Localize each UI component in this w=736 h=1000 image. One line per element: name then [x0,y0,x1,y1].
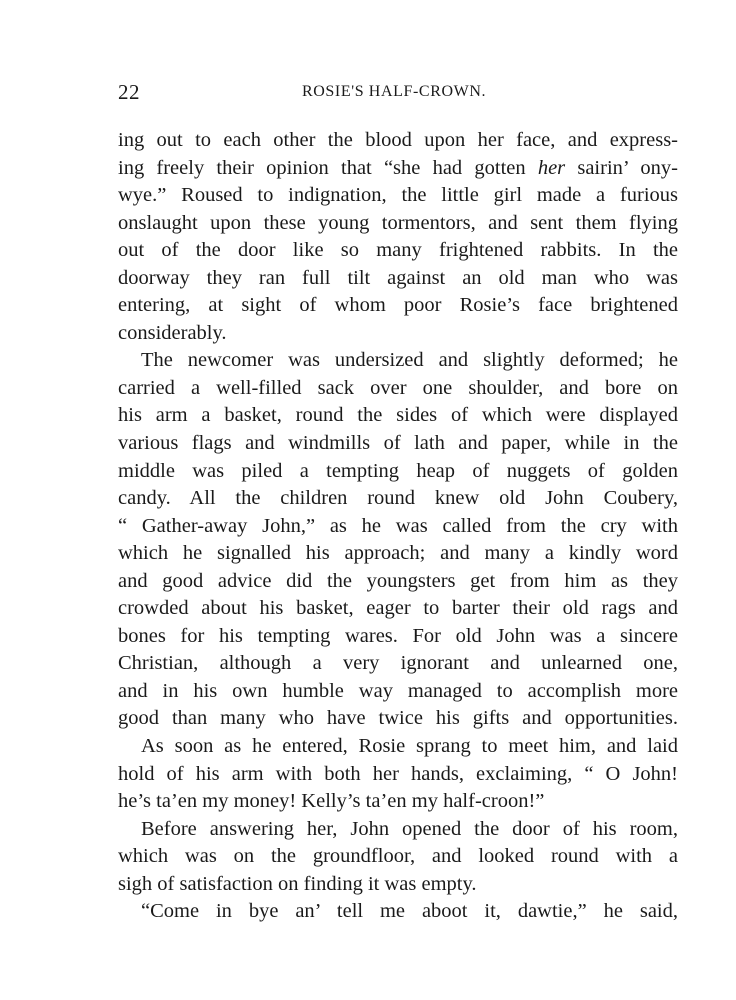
text-line: middle was piled a tempting heap of nuggets of golden [118,459,678,482]
text-line: candy. All the children round knew old John Coubery, [118,487,678,510]
text-line: bones for his tempting wares. For old John was a sincere [118,624,678,647]
paragraph-start-line: “Come in bye an’ tell me aboot it, dawtie,” he said, [141,900,678,923]
page-number: 22 [118,80,140,104]
text-line: which he signalled his approach; and many a kindly word [118,542,678,565]
text-line: Christian, although a very ignorant and unlearned one, [118,652,678,675]
paragraph-start-line: Before answering her, John opened the door of his room, [141,817,678,840]
paragraph-end-line: good than many who have twice his gifts and opportunities. [118,707,678,730]
text-line: carried a well-filled sack over one shoulder, and bore on [118,376,678,399]
text-line: hold of his arm with both her hands, exclaiming, “ O John! [118,762,678,785]
body-text [118,127,678,926]
text-line: out of the door like so many frightened rabbits. In the [118,239,678,262]
text-fragment: sairin’ ony- [565,156,678,179]
text-line [118,155,678,183]
paragraph-end-line: he’s ta’en my money! Kelly’s ta’en my half-croon!” [118,790,545,813]
text-line: and good advice did the youngsters get from him as they [118,569,678,592]
text-line: various flags and windmills of lath and paper, while in the [118,432,678,455]
text-line: ing out to each other the blood upon her face, and express- [118,129,678,151]
text-line: his arm a basket, round the sides of which were displayed [118,404,678,427]
text-fragment: ing freely their opinion that “she had gotten [118,156,538,179]
paragraph-start-line: The newcomer was undersized and slightly deformed; he [141,349,678,372]
text-line: which was on the groundfloor, and looked round with a [118,845,678,868]
text-line: crowded about his basket, eager to barter their old rags and [118,597,678,620]
text-line: onslaught upon these young tormentors, and sent them flying [118,211,678,234]
text-line: doorway they ran full tilt against an old man who was [118,266,678,289]
page-header [118,80,678,106]
text-line: and in his own humble way managed to accomplish more [118,679,678,702]
text-line: “ Gather-away John,” as he was called from the cry with [118,514,678,537]
emphasis-text: her [537,156,566,179]
paragraph-end-line: sigh of satisfaction on finding it was empty. [118,872,477,895]
paragraph-start-line: As soon as he entered, Rosie sprang to meet him, and laid [141,735,678,758]
text-line: wye.” Roused to indignation, the little girl made a furious [118,184,678,207]
running-title: ROSIE'S HALF-CROWN. [302,83,487,100]
text-line: entering, at sight of whom poor Rosie’s face brightened [118,294,678,317]
paragraph-end-line: considerably. [118,321,227,344]
